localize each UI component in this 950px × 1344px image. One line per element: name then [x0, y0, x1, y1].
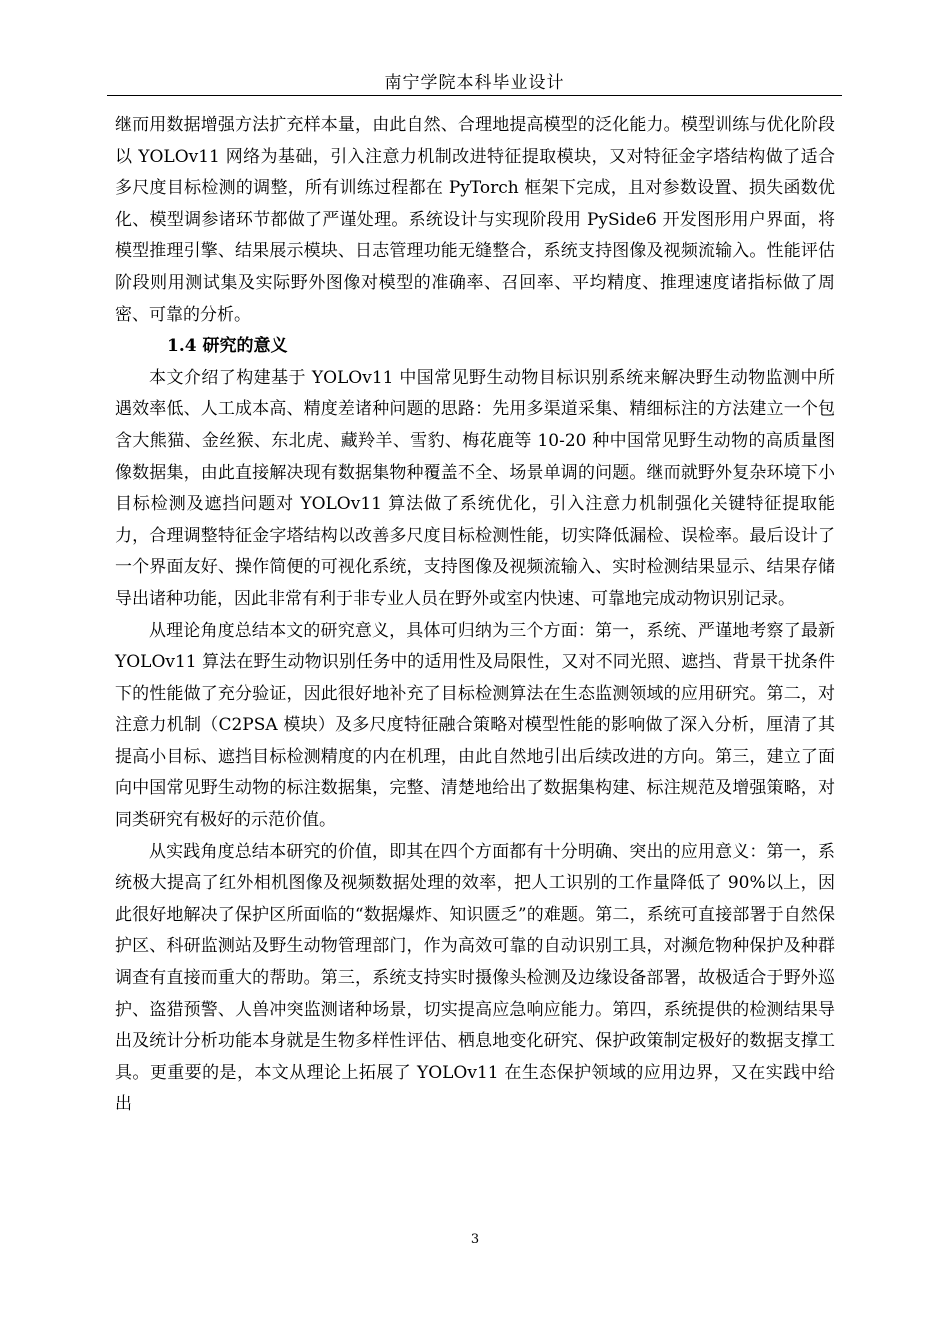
paragraph: 本文介绍了构建基于 YOLOv11 中国常见野生动物目标识别系统来解决野生动物监测中所遇效率低、人工成本高、精度差诸种问题的思路：先用多渠道采集、精细标注的方法建立一个包含大熊猫、金丝猴、东北虎、藏羚羊、雪豹、梅花鹿等 10-20 种中国常见野生动物的高质量图像数据集，由此直接解决现有数据集物种覆盖不全、场景单调的问题。继而就野外复杂环境下小目标检测及遮挡问题对 YOLOv11 算法做了系统优化，引入注意力机制强化关键特征提取能力，合理调整特征金字塔结构以改善多尺度目标检测性能，切实降低漏检、误检率。最后设计了一个界面友好、操作简便的可视化系统，支持图像及视频流输入、实时检测结果显示、结果存储导出诸种功能，因此非常有利于非专业人员在野外或室内快速、可靠地完成动物识别记录。: [115, 367, 835, 609]
page-number: 3: [470, 1232, 480, 1247]
body-text: [115, 110, 835, 1121]
paragraph: 从实践角度总结本研究的价值，即其在四个方面都有十分明确、突出的应用意义：第一，系统极大提高了红外相机图像及视频数据处理的效率，把人工识别的工作量降低了 90%以上，因此很好地解决了保护区所面临的“数据爆炸、知识匮乏”的难题。第二，系统可直接部署于自然保护区、科研监测站及野生动物管理部门，作为高效可靠的自动识别工具，对濒危物种保护及种群调查有直接而重大的帮助。第三，系统支持实时摄像头检测及边缘设备部署，故极适合于野外巡护、盗猎预警、人兽冲突监测诸种场景，切实提高应急响应能力。第四，系统提供的检测结果导出及统计分析功能本身就是生物多样性评估、栖息地变化研究、保护政策制定极好的数据支撑工具。更重要的是，本文从理论上拓展了 YOLOv11 在生态保护领域的应用边界，又在实践中给出: [115, 841, 835, 1115]
paragraph: 从理论角度总结本文的研究意义，具体可归纳为三个方面：第一，系统、严谨地考察了最新 YOLOv11 算法在野生动物识别任务中的适用性及局限性，又对不同光照、遮挡、背景干扰条件下的性能做了充分验证，因此很好地补充了目标检测算法在生态监测领域的应用研究。第二，对注意力机制（C2PSA 模块）及多尺度特征融合策略对模型性能的影响做了深入分析，厘清了其提高小目标、遮挡目标检测精度的内在机理，由此自然地引出后续改进的方向。第三，建立了面向中国常见野生动物的标注数据集，完整、清楚地给出了数据集构建、标注规范及增强策略，对同类研究有极好的示范价值。: [115, 620, 835, 831]
page-header-title: 南宁学院本科毕业设计: [384, 73, 565, 93]
section-heading: 1.4 研究的意义: [167, 336, 288, 357]
header-divider: [107, 95, 842, 96]
paragraph-continuation: 继而用数据增强方法扩充样本量，由此自然、合理地提高模型的泛化能力。模型训练与优化阶段以 YOLOv11 网络为基础，引入注意力机制改进特征提取模块，又对特征金字塔结构做了适合多尺度目标检测的调整，所有训练过程都在 PyTorch 框架下完成，且对参数设置、损失函数优化、模型调参诸环节都做了严谨处理。系统设计与实现阶段用 PySide6 开发图形用户界面，将模型推理引擎、结果展示模块、日志管理功能无缝整合，系统支持图像及视频流输入。性能评估阶段则用测试集及实际野外图像对模型的准确率、召回率、平均精度、推理速度诸指标做了周密、可靠的分析。: [115, 115, 835, 325]
